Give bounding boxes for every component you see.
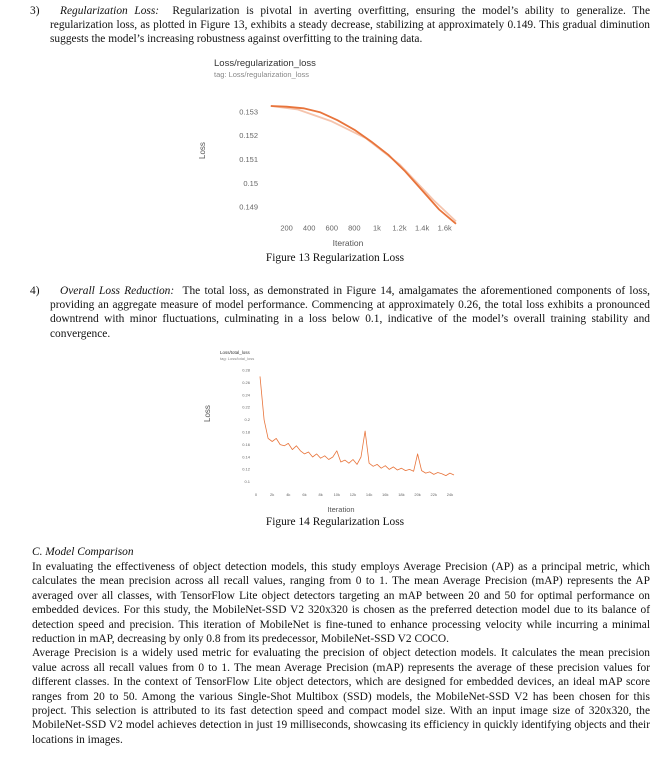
- x-tick-label: 24k: [446, 492, 454, 497]
- y-tick-label: 0.2: [244, 417, 250, 423]
- paragraph-heading: Regularization Loss:: [60, 5, 160, 17]
- series-line: [271, 106, 456, 221]
- y-tick-label: 0.18: [242, 429, 250, 435]
- body-paragraph-1: In evaluating the effectiveness of object detection models, this study employs Average Precision (AP) as a principal metric, which calculates the mean precision across all recall values, ranging from 0 to 1. The mean Average Precision (mAP) represents the AP averaged over all classes, with TensorFlow Lite object detectors targeting an mAP between 20 and 50 for optimal performance on embedded devices. For this study, the MobileNet-SSD V2 320x320 is chosen as the preferred detection model due to its balance of detection speed and precision. This iteration of MobileNet is fine-tuned to enhance processing velocity while incurring a minimal reduction in mAP, decreasing by only 0.8 from its predecessor, MobileNet-SSD V2 COCO.: [32, 561, 650, 646]
- y-axis-label: Loss: [203, 405, 212, 422]
- x-tick-label: 20k: [414, 492, 421, 497]
- x-tick-label: 16k: [382, 492, 389, 497]
- x-tick-label: 1k: [372, 223, 381, 233]
- chart-title: Loss/total_loss: [220, 350, 250, 355]
- x-tick-label: 14k: [365, 492, 373, 497]
- y-tick-label: 0.28: [242, 367, 250, 373]
- paragraph-text: Regularization is pivotal in averting overfitting, ensuring the model’s ability to generalize. The regularization loss, as plotted in Figure 13, exhibits a steady decrease, stabilizing at approximately 0.149. This gradual diminution suggests the model’s increasing robustness against overfitting to the training data.: [50, 5, 651, 46]
- y-tick-label: 0.152: [239, 131, 258, 141]
- chart-subtitle: tag: Loss/total_loss: [220, 356, 255, 361]
- paragraph-text: The total loss, as demonstrated in Figure 14, amalgamates the aforementioned components of loss, providing an aggregate measure of model performance. Commencing at approximately 0.26, the total loss exhibits a pronounced downtrend with minor fluctuations, culminating in a loss below 0.1, indicative of the model’s overall training stability and convergence.: [50, 285, 650, 340]
- figure-14-chart: [196, 348, 466, 516]
- x-tick-label: 4k: [286, 492, 291, 497]
- chart-subtitle: tag: Loss/regularization_loss: [214, 70, 310, 79]
- x-tick-label: 6k: [302, 492, 307, 497]
- figure-13-chart: [198, 56, 468, 252]
- body-paragraph-2: Average Precision is a widely used metric for evaluating the precision of object detection models. It calculates the mean precision value across all recall values from 0 to 1. The mean Average Precision (mAP) represents the average of these precision values for different classes. In the context of TensorFlow Lite object detectors, which are designed for embedded devices, an ideal mAP score ranges from 20 to 50. Among the various Single-Shot Multibox (SSD) models, the MobileNet-SSD V2 has been chosen for this project. This selection is attributed to its fast detection speed and compact model size. With an input image size of 320x320, the MobileNet-SSD V2 model achieves detection in just 19 milliseconds, showcasing its efficiency in quickly identifying objects and their locations in images.: [32, 647, 650, 746]
- x-axis-label: Iteration: [332, 238, 364, 248]
- paragraph-heading: Overall Loss Reduction:: [60, 285, 175, 297]
- x-tick-label: 800: [348, 223, 361, 233]
- y-tick-label: 0.15: [243, 178, 258, 188]
- y-tick-label: 0.151: [239, 155, 258, 164]
- y-tick-label: 0.12: [242, 466, 250, 472]
- x-tick-label: 2k: [270, 492, 275, 497]
- list-number: 4): [30, 285, 40, 297]
- y-tick-label: 0.149: [239, 202, 258, 212]
- list-number: 3): [30, 5, 40, 17]
- x-tick-label: 8k: [318, 492, 323, 497]
- figure-14-caption: Figure 14 Regularization Loss: [265, 516, 405, 528]
- x-tick-label: 400: [302, 223, 316, 233]
- total-loss-chart: [196, 348, 466, 516]
- chart-title: Loss/regularization_loss: [214, 58, 316, 69]
- x-tick-label: 1.6k: [437, 223, 452, 233]
- x-tick-label: 1.2k: [392, 223, 407, 233]
- x-tick-label: 200: [280, 223, 293, 233]
- y-tick-label: 0.153: [239, 107, 258, 117]
- series-line: [260, 376, 454, 475]
- x-tick-label: 1.4k: [415, 223, 430, 233]
- regularization-loss-chart: [198, 56, 468, 252]
- x-axis-label: Iteration: [327, 505, 355, 514]
- section-heading: C. Model Comparison: [32, 546, 134, 558]
- paragraph-regularization-loss: [30, 4, 651, 47]
- x-tick-label: 22k: [430, 492, 437, 497]
- y-tick-label: 0.22: [242, 404, 250, 410]
- figure-13-caption: Figure 13 Regularization Loss: [265, 252, 405, 264]
- y-axis-label: Loss: [198, 142, 207, 159]
- paragraph-overall-loss: [30, 284, 650, 341]
- x-tick-label: 600: [325, 223, 339, 233]
- series-line: [271, 106, 456, 224]
- x-tick-label: 12k: [349, 492, 357, 497]
- x-tick-label: 10k: [333, 492, 341, 497]
- y-tick-label: 0.1: [244, 479, 250, 485]
- section-body: [32, 560, 650, 747]
- y-tick-label: 0.14: [242, 454, 250, 460]
- x-tick-label: 0: [254, 492, 258, 497]
- x-tick-label: 18k: [398, 492, 405, 497]
- y-tick-label: 0.16: [242, 441, 250, 447]
- y-tick-label: 0.24: [242, 392, 250, 398]
- y-tick-label: 0.26: [242, 379, 250, 385]
